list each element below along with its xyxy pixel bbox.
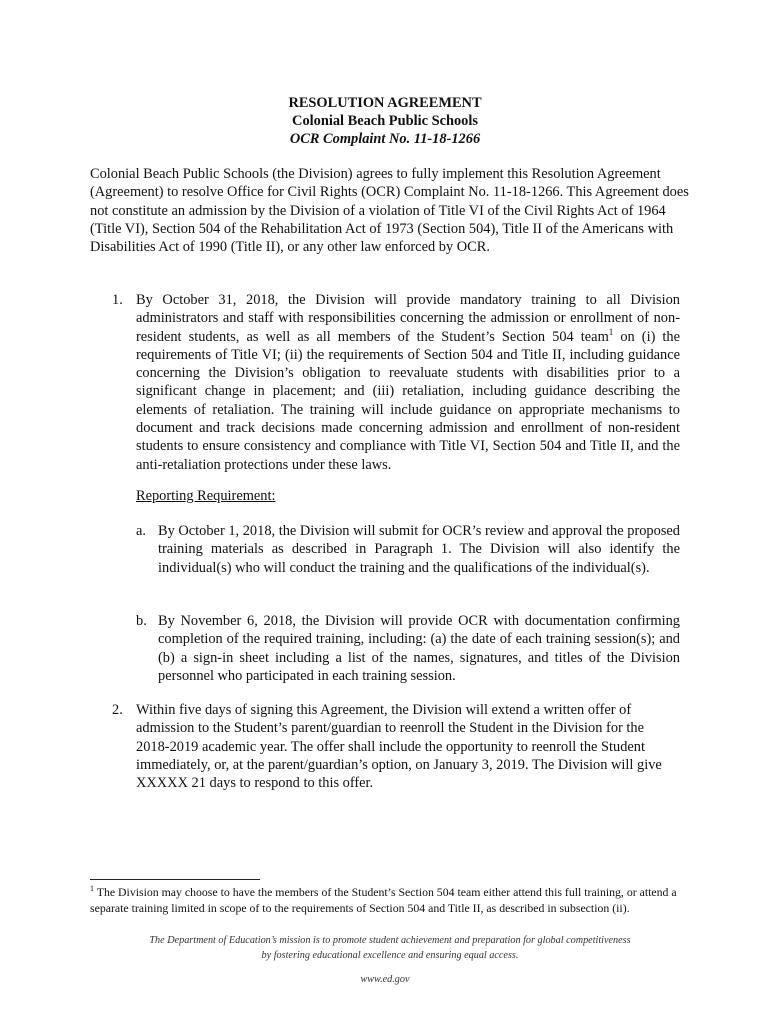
mission-line-2: by fostering educational excellence and ensuring equal access. (261, 949, 519, 961)
footnote-text: The Division may choose to have the members of the Student’s Section 504 team either attend this full training, or attend a separate training limited in scope of to the requirements of Section 504 and Title II, as described in subsection (ii). (90, 885, 677, 915)
item-1-text-after: on (i) the requirements of Title VI; (ii) the requirements of Section 504 and Title II, including guidance concerning the Division’s obligation to reevaluate students with disabilities prior to a significant change in placement; and (iii) retaliation, including guidance describing the elements of retaliation. The training will include guidance on appropriate mechanisms to document and track decisions made concerning admission and enrollment of non-resident students to ensure consistency and compliance with Title VI, Section 504 and Title II, and the anti-retaliation protections under these laws. (136, 328, 680, 473)
item-1-marker: 1. (112, 292, 123, 308)
reporting-requirement-heading: Reporting Requirement: (136, 488, 276, 504)
item-a-marker: a. (136, 523, 146, 539)
item-2-text: Within five days of signing this Agreement, the Division will extend a written offer of admission to the Student’s parent/guardian to reenroll the Student in the Division for the 2018-2019 academic year. The offer shall include the opportunity to reenroll the Student immediately, or, at the parent/guardian’s option, on January 3, 2019. The Division will give XXXXX 21 days to respond to this offer. (136, 702, 662, 792)
item-b-marker: b. (136, 613, 147, 629)
agreement-item-1 (112, 291, 680, 471)
footnote-reference[interactable]: 1 (608, 326, 614, 337)
reporting-item-a (136, 522, 680, 594)
item-1-text-before: By October 31, 2018, the Division will provide mandatory training to all Division administrators and staff with responsibilities concerning the admission or enrollment of non-resident students, as well as all members of the Student’s Section 504 team (136, 292, 680, 345)
document-header (0, 94, 770, 148)
footnote (90, 885, 690, 916)
item-1-text (136, 291, 680, 474)
document-subtitle: Colonial Beach Public Schools (292, 113, 478, 129)
agreement-item-2 (112, 701, 680, 791)
mission-statement (90, 934, 690, 963)
document-title: RESOLUTION AGREEMENT (288, 95, 482, 111)
website-link[interactable]: www.ed.gov (360, 974, 410, 985)
footnote-divider (90, 879, 260, 880)
reporting-item-b (136, 612, 680, 684)
complaint-number: OCR Complaint No. 11-18-1266 (289, 131, 481, 147)
mission-line-1: The Department of Education’s mission is to promote student achievement and preparation for global competitiveness (149, 935, 631, 946)
item-a-text: By October 1, 2018, the Division will submit for OCR’s review and approval the proposed training materials as described in Paragraph 1. The Division will also identify the individual(s) who will conduct the training and the qualifications of the individual(s). (158, 523, 680, 576)
item-2-marker: 2. (112, 702, 123, 718)
intro-paragraph: Colonial Beach Public Schools (the Division) agrees to fully implement this Resolution Agreement (Agreement) to resolve Office for Civil Rights (OCR) Complaint No. 11-18-1266. This Agreement does not constitute an admission by the Division of a violation of Title VI of the Civil Rights Act of 1964 (Title VI), Section 504 of the Rehabilitation Act of 1973 (Section 504), Title II of the Americans with Disabilities Act of 1990 (Title II), or any other law enforced by OCR. (90, 166, 689, 256)
footnote-marker: 1 (90, 884, 94, 894)
item-b-text: By November 6, 2018, the Division will provide OCR with documentation confirming completion of the required training, including: (a) the date of each training session(s); and (b) a sign-in sheet including a list of the names, signatures, and titles of the Division personnel who participated in each training session. (158, 613, 680, 684)
